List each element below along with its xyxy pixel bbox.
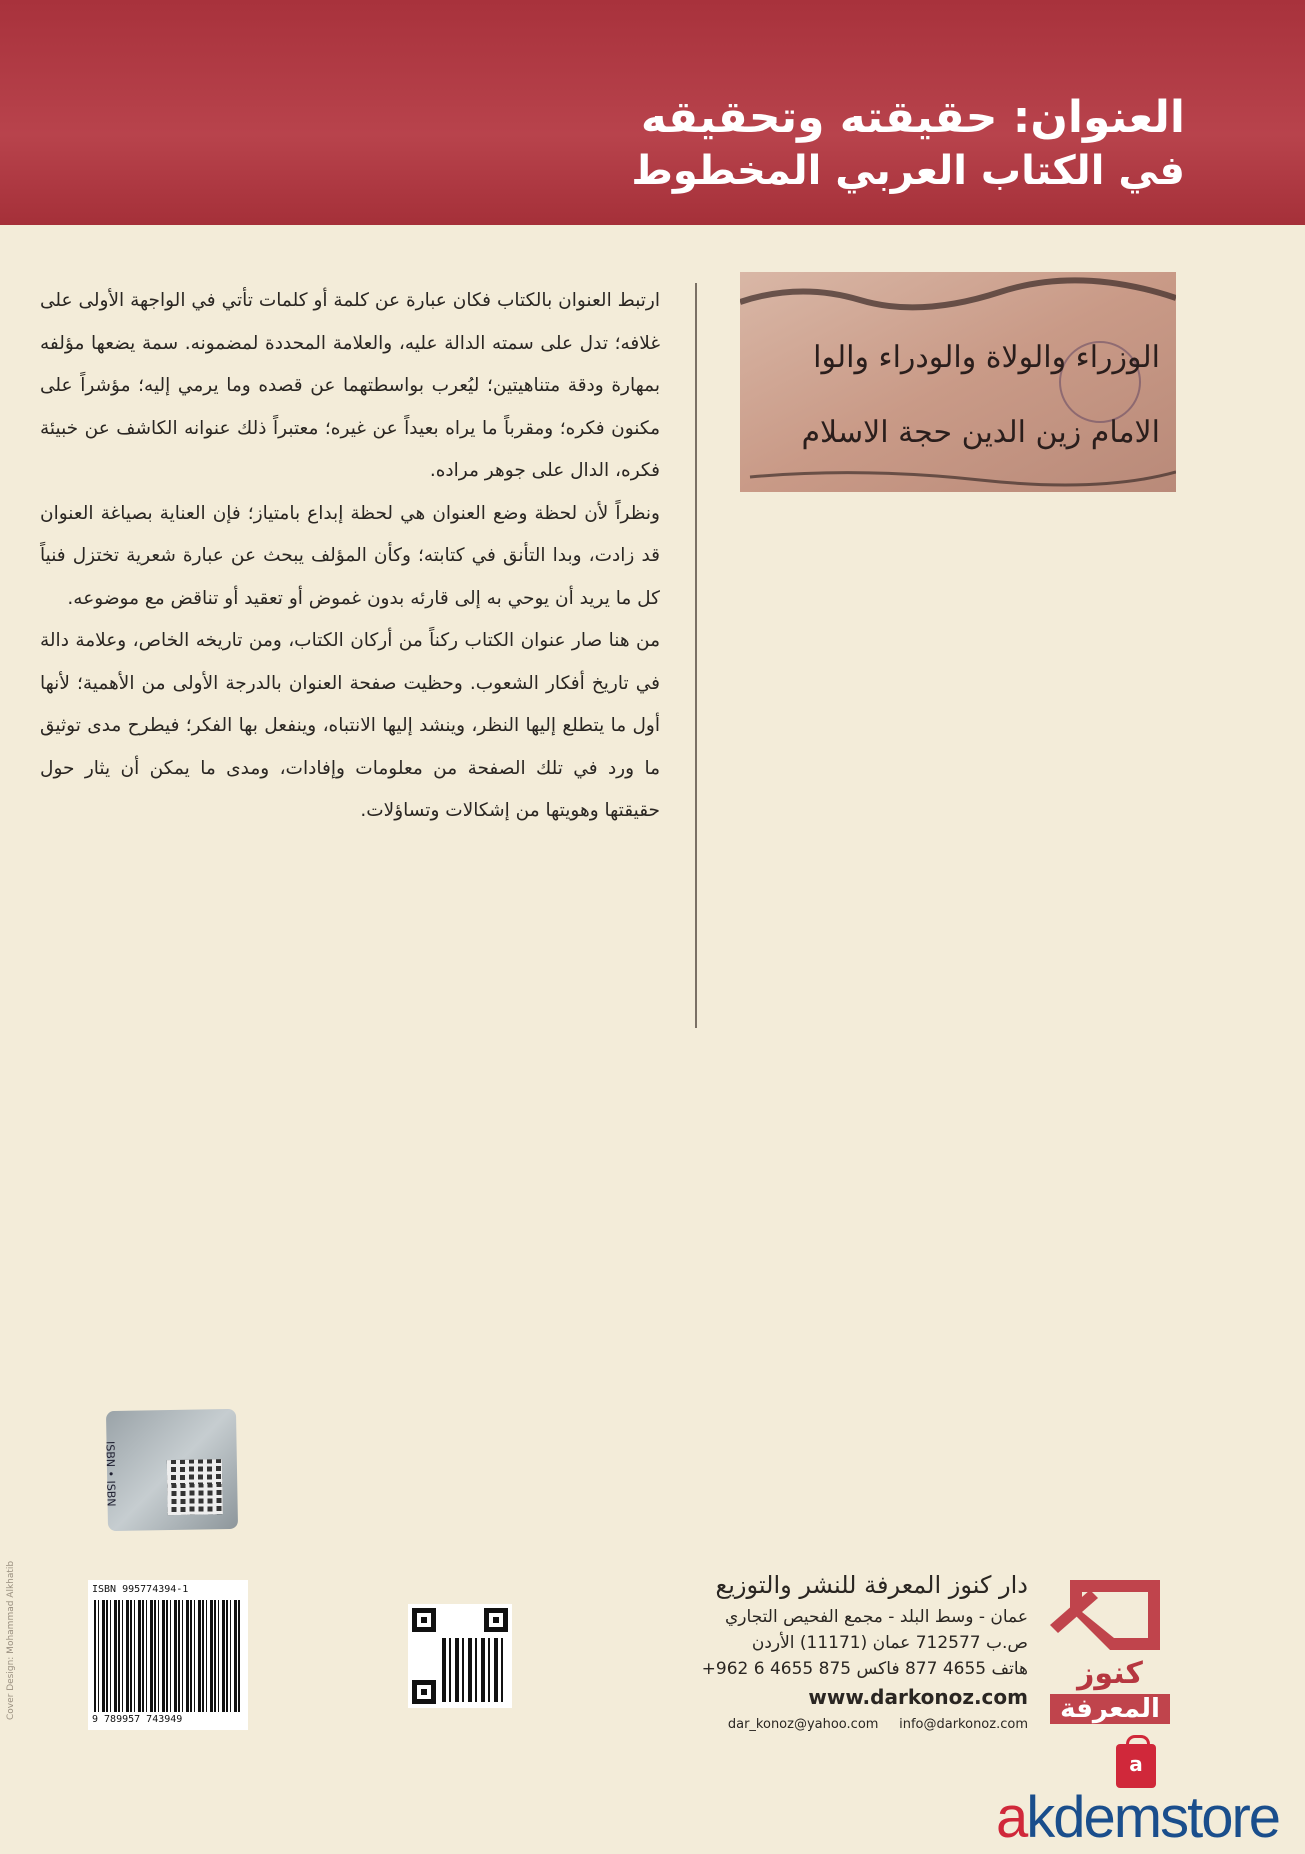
hologram-sticker (103, 1409, 238, 1531)
column-divider (695, 283, 697, 1028)
cover-design-credit: Cover Design: Mohammad Alkhatib (6, 1560, 16, 1720)
publisher-name: دار كنوز المعرفة للنشر والتوزيع (715, 1571, 1028, 1599)
store-watermark (996, 1740, 1296, 1854)
qr-modules (442, 1638, 506, 1702)
hologram-text: ISBN • ISBN (103, 1440, 118, 1507)
blurb-paragraph-3: من هنا صار عنوان الكتاب ركناً من أركان الكتاب، ومن تاريخه الخاص، وعلامة دالة في تاريخ أفكار الشعوب. وحظيت صفحة العنوان بالدرجة الأولى من الأهمية؛ لأنها أول ما يتطلع إليها النظر، وينشد إليها الانتباه، وينفعل بها الفكر؛ فيطرح مدى توثيق ما ورد في تلك الصفحة من معلومات وإفادات، ومدى ما يمكن أن يثار حول حقيقتها وهويتها من إشكالات وتساؤلات. (40, 630, 660, 821)
publisher-address-2: ص.ب 712577 عمان (11171) الأردن (751, 1633, 1028, 1653)
logo-word-bottom: المعرفة (1050, 1694, 1170, 1724)
store-name-prefix: a (996, 1785, 1027, 1850)
bag-letter: a (1129, 1752, 1143, 1776)
isbn-label: ISBN 995774394-1 (92, 1584, 189, 1595)
publisher-email-1: dar_konoz@yahoo.com (727, 1717, 879, 1732)
publisher-info (628, 1566, 1028, 1738)
barcode-icon (94, 1600, 242, 1712)
manuscript-image (740, 272, 1176, 492)
roof-icon (1050, 1570, 1170, 1660)
publisher-address-1: عمان - وسط البلد - مجمع الفحيص التجاري (725, 1607, 1028, 1627)
publisher-phones: هاتف 4655 877 فاكس 875 4655 6 962+ (701, 1659, 1028, 1679)
isbn-barcode (88, 1580, 248, 1730)
hologram-qr-icon (167, 1459, 223, 1515)
publisher-emails (628, 1712, 1028, 1738)
store-name-rest: kdemstore (1026, 1785, 1280, 1850)
qr-finder-icon (412, 1608, 436, 1632)
book-title: العنوان: حقيقته وتحقيقه (640, 92, 1185, 143)
manuscript-line-1: الوزراء والولاة والودراء والوا (813, 340, 1160, 375)
publisher-website: www.darkonoz.com (808, 1685, 1028, 1709)
qr-finder-icon (484, 1608, 508, 1632)
cover-title-band (0, 0, 1305, 225)
publisher-email-2: info@darkonoz.com (899, 1717, 1028, 1732)
isbn-digits: 9 789957 743949 (92, 1714, 183, 1725)
logo-word-top: كنوز (1077, 1656, 1143, 1691)
blurb-paragraph-2: ونظراً لأن لحظة وضع العنوان هي لحظة إبداع بامتياز؛ فإن العناية بصياغة العنوان قد زادت، وبدا التأنق في كتابته؛ وكأن المؤلف يبحث عن عبارة شعرية تختزل فنياً كل ما يريد أن يوحي به إلى قارئه بدون غموض أو تعقيد أو تناقض مع موضوعه. (40, 502, 660, 609)
shopping-bag-icon (1116, 1744, 1156, 1788)
publisher-logo (1050, 1570, 1170, 1730)
qr-finder-icon (412, 1680, 436, 1704)
book-subtitle: في الكتاب العربي المخطوط (631, 148, 1185, 194)
blurb-text (40, 280, 660, 833)
qr-code-icon (408, 1604, 512, 1708)
blurb-paragraph-1: ارتبط العنوان بالكتاب فكان عبارة عن كلمة أو كلمات تأتي في الواجهة الأولى على غلافه؛ تدل على سمته الدالة عليه، والعلامة المحددة لمضمونه. سمة يضعها مؤلفه بمهارة ودقة متناهيتين؛ ليُعرب بواسطتهما عن قصده وما يرمي إليه؛ مؤشراً على مكنون فكره؛ ومقرباً ما يراه بعيداً عن غيره؛ معتبراً ذلك عنوانه الكاشف عن خبيئة فكره، الدال على جوهر مراده. (40, 290, 660, 481)
store-name (996, 1784, 1279, 1851)
manuscript-line-2: الامام زين الدين حجة الاسلام (801, 415, 1160, 450)
